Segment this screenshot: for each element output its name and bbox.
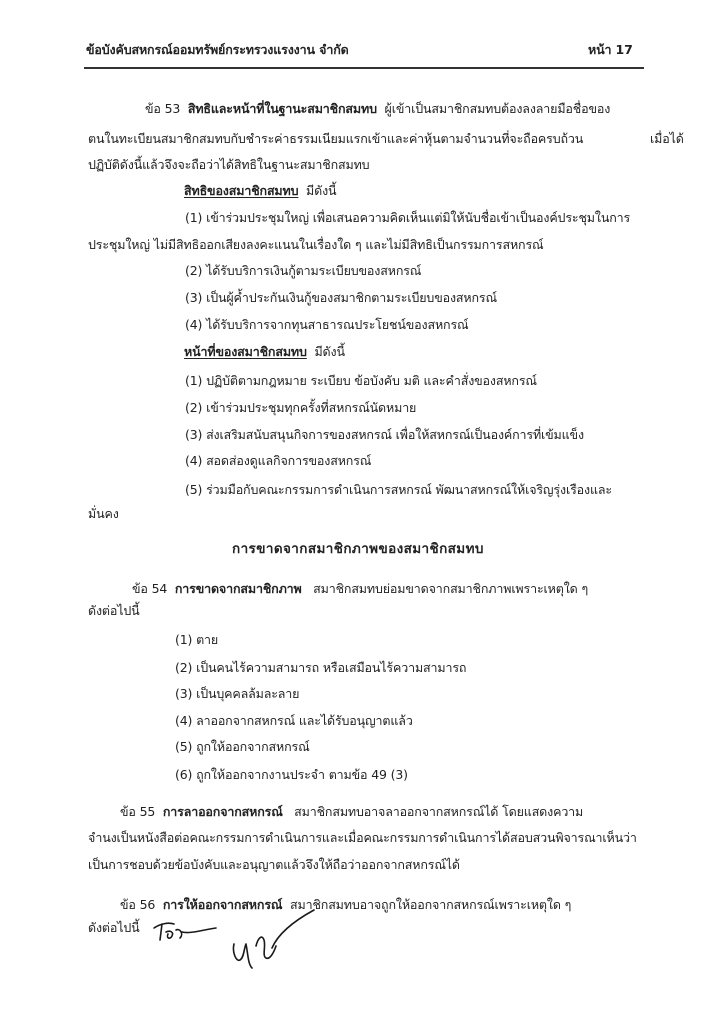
section-54-item-6: (6) ถูกให้ออกจากงานประจำ ตามข้อ 49 (3) [175, 767, 408, 782]
section-54-line-1 [132, 581, 588, 597]
section-56-line-1 [120, 897, 571, 913]
chapter-heading: การขาดจากสมาชิกภาพของสมาชิกสมทบ [232, 541, 484, 557]
section-55-text: สมาชิกสมทบอาจลาออกจากสหกรณ์ได้ โดยแสดงความ [294, 804, 584, 819]
section-53-line-3: ปฏิบัติดังนี้แล้วจึงจะถือว่าได้สิทธิในฐานะสมาชิกสมทบ [88, 157, 370, 172]
right-item-2: (2) ได้รับบริการเงินกู้ตามระเบียบของสหกรณ์ [185, 263, 422, 278]
section-54-number: ข้อ 54 [132, 581, 168, 596]
section-54-item-4: (4) ลาออกจากสหกรณ์ และได้รับอนุญาตแล้ว [175, 713, 413, 728]
duty-item-1: (1) ปฏิบัติตามกฎหมาย ระเบียบ ข้อบังคับ มติ และคำสั่งของสหกรณ์ [185, 373, 537, 388]
section-56-text: สมาชิกสมทบอาจถูกให้ออกจากสหกรณ์เพราะเหตุใด ๆ [290, 897, 572, 912]
section-53-line-2b: เมื่อได้ [650, 131, 684, 146]
section-53-line-2a: ตนในทะเบียนสมาชิกสมทบกับชำระค่าธรรมเนียมแรกเข้าและค่าหุ้นตามจำนวนที่จะถือครบถ้วน [88, 131, 584, 146]
duty-item-2: (2) เข้าร่วมประชุมทุกครั้งที่สหกรณ์นัดหมาย [185, 400, 417, 415]
duties-heading: หน้าที่ของสมาชิกสมทบ [184, 344, 307, 359]
signature-initials-1 [150, 916, 220, 950]
section-55-title: การลาออกจากสหกรณ์ [162, 804, 283, 819]
signature-initials-2 [222, 904, 322, 974]
duties-heading-line [184, 344, 345, 360]
section-54-item-3: (3) เป็นบุคคลล้มละลาย [175, 686, 300, 701]
section-53-line-1 [145, 101, 610, 117]
section-55-line-3: เป็นการชอบด้วยข้อบังคับและอนุญาตแล้วจึงให้ถือว่าออกจากสหกรณ์ได้ [88, 857, 460, 872]
duties-suffix: มีดังนี้ [314, 344, 345, 359]
section-53-number: ข้อ 53 [145, 101, 181, 116]
section-54-item-1: (1) ตาย [175, 632, 219, 647]
section-56-line-2: ดังต่อไปนี้ [88, 920, 140, 935]
section-54-item-5: (5) ถูกให้ออกจากสหกรณ์ [175, 739, 310, 754]
page-number: หน้า 17 [588, 42, 633, 57]
section-56-number: ข้อ 56 [120, 897, 156, 912]
section-54-item-2: (2) เป็นคนไร้ความสามารถ หรือเสมือนไร้ความสามารถ [175, 660, 467, 675]
right-item-1b: ประชุมใหญ่ ไม่มีสิทธิออกเสียงลงคะแนนในเรื่องใด ๆ และไม่มีสิทธิเป็นกรรมการสหกรณ์ [88, 237, 544, 252]
section-54-title: การขาดจากสมาชิกภาพ [174, 581, 302, 596]
duty-item-4: (4) สอดส่องดูแลกิจการของสหกรณ์ [185, 453, 372, 468]
rights-heading-line [184, 183, 336, 199]
header-rule [84, 67, 644, 69]
right-item-3: (3) เป็นผู้ค้ำประกันเงินกู้ของสมาชิกตามระเบียบของสหกรณ์ [185, 290, 497, 305]
right-item-1a: (1) เข้าร่วมประชุมใหญ่ เพื่อเสนอความคิดเห็นแต่มิให้นับชื่อเข้าเป็นองค์ประชุมในการ [185, 210, 631, 225]
section-54-text: สมาชิกสมทบย่อมขาดจากสมาชิกภาพเพราะเหตุใด ๆ [313, 581, 589, 596]
section-56-title: การให้ออกจากสหกรณ์ [162, 897, 283, 912]
section-55-line-2: จำนงเป็นหนังสือต่อคณะกรรมการดำเนินการและเมื่อคณะกรรมการดำเนินการได้สอบสวนพิจารณาเห็นว่า [88, 830, 637, 845]
duty-item-5b: มั่นคง [88, 506, 119, 521]
right-item-4: (4) ได้รับบริการจากทุนสาธารณประโยชน์ของสหกรณ์ [185, 317, 469, 332]
section-54-line-2: ดังต่อไปนี้ [88, 603, 140, 618]
section-55-number: ข้อ 55 [120, 804, 156, 819]
header-title: ข้อบังคับสหกรณ์ออมทรัพย์กระทรวงแรงงาน จำกัด [86, 42, 349, 57]
duty-item-3: (3) ส่งเสริมสนับสนุนกิจการของสหกรณ์ เพื่อให้สหกรณ์เป็นองค์การที่เข้มแข็ง [185, 427, 584, 442]
section-53-title: สิทธิและหน้าที่ในฐานะสมาชิกสมทบ [187, 101, 377, 116]
section-53-text: ผู้เข้าเป็นสมาชิกสมทบต้องลงลายมือชื่อของ [384, 101, 611, 116]
rights-heading: สิทธิของสมาชิกสมทบ [184, 183, 299, 198]
rights-suffix: มีดังนี้ [306, 183, 337, 198]
section-55-line-1 [120, 804, 583, 820]
duty-item-5a: (5) ร่วมมือกับคณะกรรมการดำเนินการสหกรณ์ พัฒนาสหกรณ์ให้เจริญรุ่งเรืองและ [185, 482, 612, 497]
